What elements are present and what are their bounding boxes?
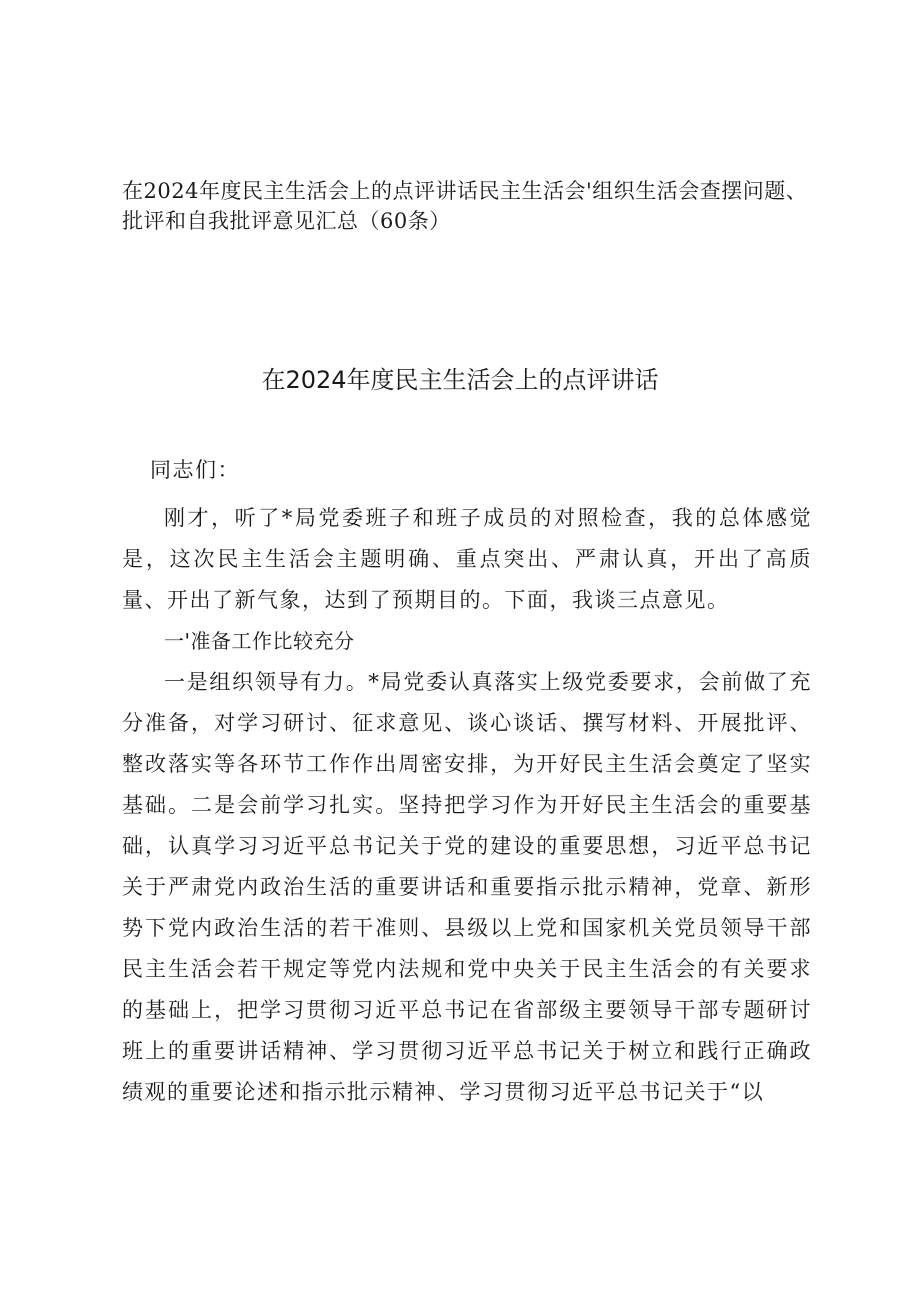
section-heading-1: 一'准备工作比较充分 bbox=[164, 629, 355, 653]
paragraph-preparation: 一是组织领导有力。*局党委认真落实上级党委要求，会前做了充分准备，对学习研讨、征求意见、谈心谈话、撰写材料、开展批评、整改落实等各环节工作作出周密安排，为开好民主生活会奠定了坚实基础。二是会前学习扎实。坚持把学习作为开好民主生活会的重要基础，认真学习习近平总书记关于党的建设的重要思想，习近平总书记关于严肃党内政治生活的重要讲话和重要指示批示精神，党章、新形势下党内政治生活的若干准则、县级以上党和国家机关党员领导干部民主生活会若干规定等党内法规和党中央关于民主生活会的有关要求的基础上，把学习贯彻习近平总书记在省部级主要领导干部专题研讨班上的重要讲话精神、学习贯彻习近平总书记关于树立和践行正确政绩观的重要论述和指示批示精神、学习贯彻习近平总书记关于“以 bbox=[122, 670, 812, 1104]
paragraph-opening: 刚才，听了*局党委班子和班子成员的对照检查，我的总体感觉是，这次民主生活会主题明确、重点突出、严肃认真，开出了高质量、开出了新气象，达到了预期目的。下面，我谈三点意见。 bbox=[122, 506, 812, 612]
speech-title: 在2024年度民主生活会上的点评讲话 bbox=[261, 366, 659, 394]
salutation: 同志们： bbox=[150, 458, 240, 482]
document-body bbox=[122, 450, 812, 1113]
document-header-title: 在2024年度民主生活会上的点评讲话民主生活会'组织生活会查摆问题、批评和自我批评意见汇总（60条） bbox=[122, 179, 808, 233]
